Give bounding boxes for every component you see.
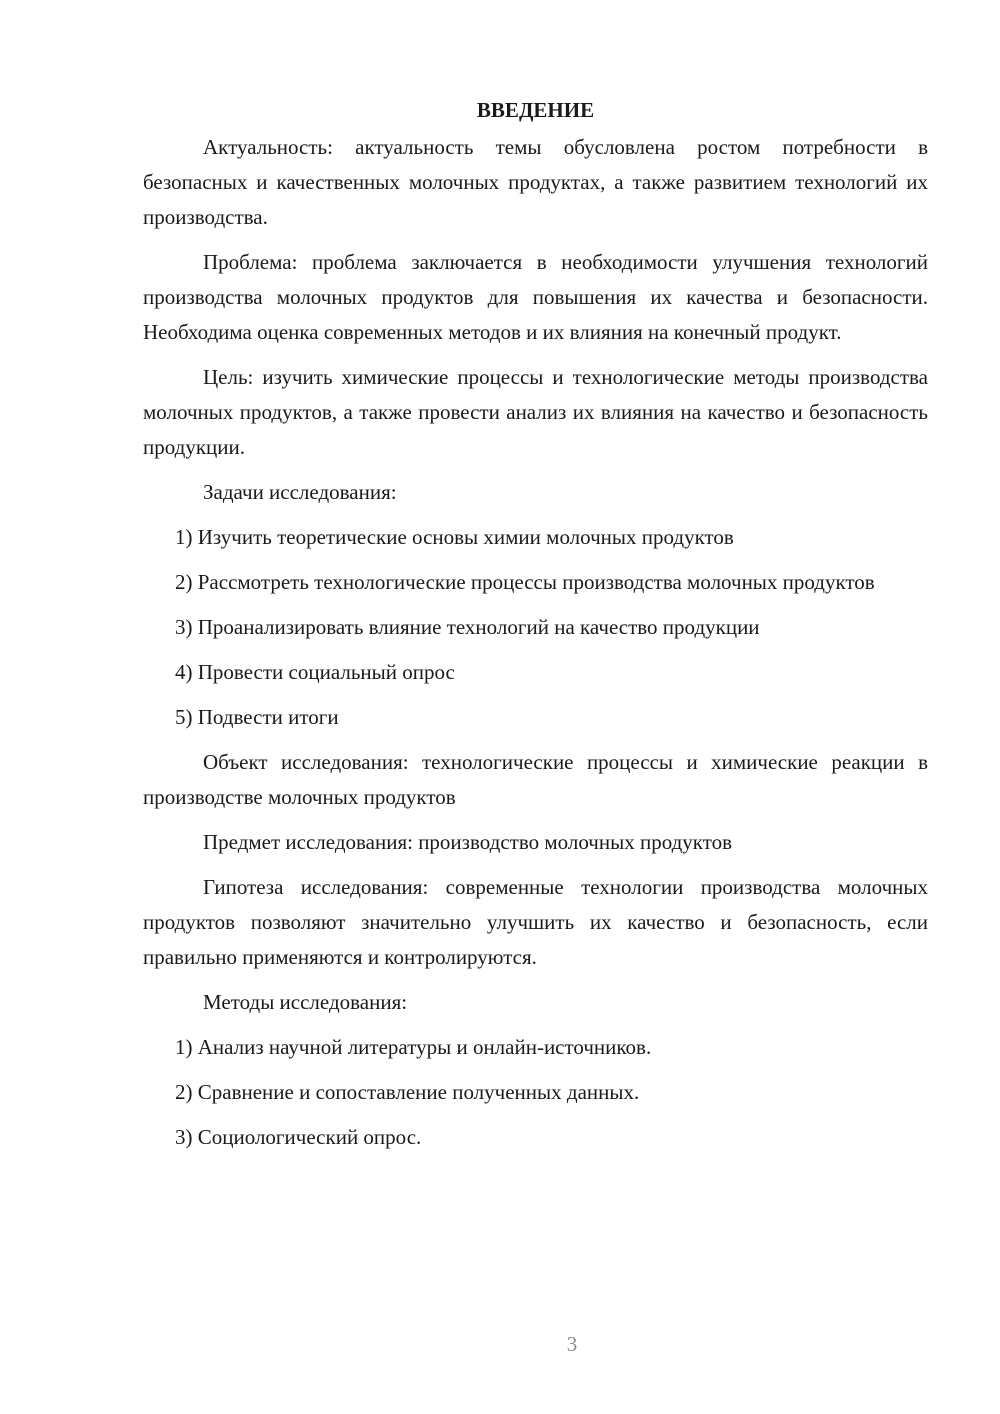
task-item: 2) Рассмотреть технологические процессы производства молочных продуктов	[175, 570, 875, 594]
object-paragraph: Объект исследования: технологические процессы и химические реакции в производстве молочных продуктов	[143, 750, 928, 809]
relevance-paragraph: Актуальность: актуальность темы обусловлена ростом потребности в безопасных и качественных молочных продуктах, а также развитием технологий их производства.	[143, 135, 928, 229]
task-item: 4) Провести социальный опрос	[175, 660, 455, 684]
page-number: 3	[566, 1332, 578, 1356]
method-item: 1) Анализ научной литературы и онлайн-источников.	[175, 1035, 652, 1059]
problem-paragraph: Проблема: проблема заключается в необходимости улучшения технологий производства молочных продуктов для повышения их качества и безопасности. Необходима оценка современных методов и их влияния на конечный продукт.	[143, 250, 928, 344]
section-heading: ВВЕДЕНИЕ	[476, 98, 595, 122]
tasks-title: Задачи исследования:	[203, 480, 397, 504]
method-item: 3) Социологический опрос.	[175, 1125, 422, 1149]
methods-title: Методы исследования:	[203, 990, 408, 1014]
method-item: 2) Сравнение и сопоставление полученных данных.	[175, 1080, 640, 1104]
task-item: 3) Проанализировать влияние технологий на качество продукции	[175, 615, 760, 639]
hypothesis-paragraph: Гипотеза исследования: современные технологии производства молочных продуктов позволяют значительно улучшить их качество и безопасность, если правильно применяются и контролируются.	[143, 875, 928, 969]
page-content	[143, 94, 928, 1165]
task-item: 1) Изучить теоретические основы химии молочных продуктов	[175, 525, 734, 549]
task-item: 5) Подвести итоги	[175, 705, 339, 729]
subject-paragraph: Предмет исследования: производство молочных продуктов	[203, 830, 733, 854]
goal-paragraph: Цель: изучить химические процессы и технологические методы производства молочных продуктов, а также провести анализ их влияния на качество и безопасность продукции.	[143, 365, 928, 459]
